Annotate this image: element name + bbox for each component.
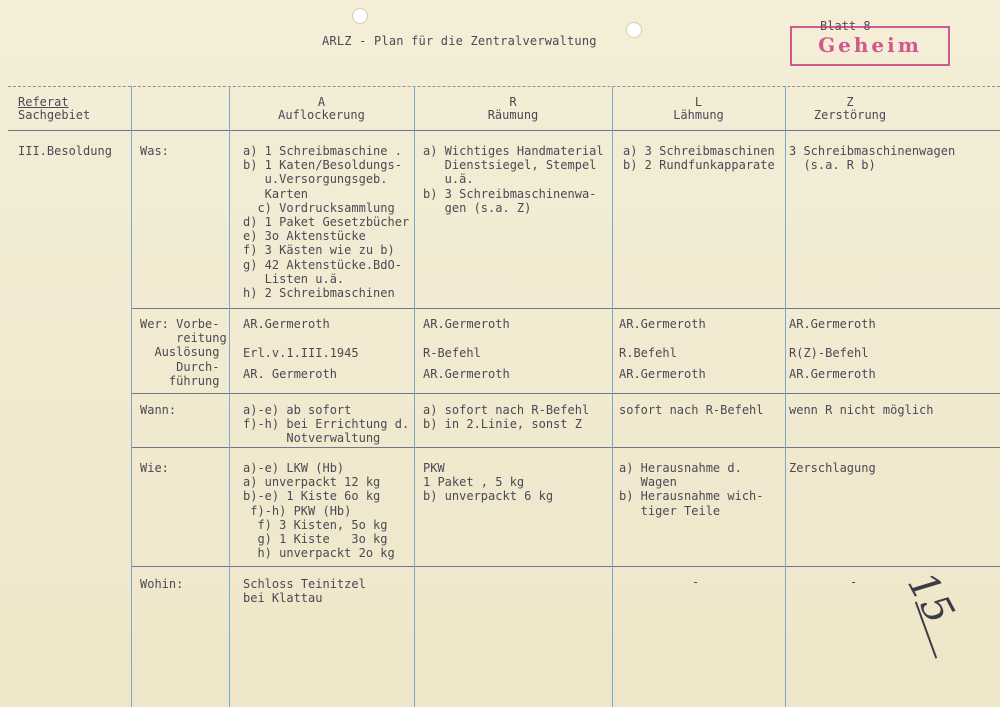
wie-auflockerung: a)-e) LKW (Hb) a) unverpackt 12 kg b)-e) 1 Kiste 6o kg f)-h) PKW (Hb) f) 3 Kisten, 5o kg g) 1 Kiste 3o kg h) unverpackt 2o kg [243, 461, 395, 561]
classification-stamp: Geheim [790, 26, 950, 66]
punch-hole-left [352, 8, 368, 24]
was-zerstoerung: 3 Schreibmaschinenwagen (s.a. R b) [789, 144, 956, 173]
wann-auflockerung: a)-e) ab sofort f)-h) bei Errichtung d. Notverwaltung [243, 403, 410, 446]
wer-l-ausloesung: R.Befehl [619, 346, 677, 360]
header-a-letter: A [317, 95, 326, 109]
wann-zerstoerung: wenn R nicht möglich [789, 403, 934, 417]
col-rule-1 [131, 86, 132, 707]
row-rule-wann [131, 393, 1000, 394]
col-rule-5 [785, 86, 786, 707]
header-bottom-rule [8, 130, 1000, 131]
wie-raeumung: PKW 1 Paket , 5 kg b) unverpackt 6 kg [423, 461, 554, 504]
sheet-number: Blatt 8 [820, 19, 871, 33]
referat-value: III.Besoldung [18, 144, 112, 158]
header-l-name: Lähmung [673, 108, 724, 122]
col-rule-3 [414, 86, 415, 707]
document-title: ARLZ - Plan für die Zentralverwaltung [322, 34, 597, 48]
row-label-wer: Wer: Vorbe- reitung Auslösung Durch- führung [140, 317, 227, 388]
row-label-was: Was: [140, 144, 169, 158]
row-rule-wohin [131, 566, 1000, 567]
wer-z-ausloesung: R(Z)-Befehl [789, 346, 869, 360]
wer-z-vorbereitung: AR.Germeroth [789, 317, 876, 331]
header-z-name: Zerstörung [813, 108, 887, 122]
wer-z-durchfuehrung: AR.Germeroth [789, 367, 876, 381]
header-l-letter: L [694, 95, 703, 109]
wer-r-vorbereitung: AR.Germeroth [423, 317, 510, 331]
row-label-wie: Wie: [140, 461, 169, 475]
wohin-auflockerung: Schloss Teinitzel bei Klattau [243, 577, 366, 606]
header-r-letter: R [509, 95, 517, 109]
wohin-laehmung: - [692, 575, 700, 589]
row-label-wann: Wann: [140, 403, 177, 417]
wann-laehmung: sofort nach R-Befehl [619, 403, 764, 417]
header-a-name: Auflockerung [278, 108, 365, 122]
wer-a-durchfuehrung: AR. Germeroth [243, 367, 337, 381]
col-rule-4 [612, 86, 613, 707]
row-label-wohin: Wohin: [140, 577, 184, 591]
header-z-letter: Z [846, 95, 854, 109]
row-rule-wer [131, 308, 1000, 309]
wie-zerstoerung: Zerschlagung [789, 461, 876, 475]
punch-hole-right [626, 22, 642, 38]
wer-l-durchfuehrung: AR.Germeroth [619, 367, 706, 381]
row-rule-wie [131, 447, 1000, 448]
wer-l-vorbereitung: AR.Germeroth [619, 317, 706, 331]
col-rule-2 [229, 86, 230, 707]
was-raeumung: a) Wichtiges Handmaterial Dienstsiegel, Stempel u.ä. b) 3 Schreibmaschinenwa- gen (s.a. Z) [423, 144, 604, 215]
header-top-rule [8, 86, 1000, 87]
wann-raeumung: a) sofort nach R-Befehl b) in 2.Linie, sonst Z [423, 403, 590, 432]
was-laehmung: a) 3 Schreibmaschinen b) 2 Rundfunkapparate [623, 144, 775, 173]
wer-a-ausloesung: Erl.v.1.III.1945 [243, 346, 359, 360]
wer-r-ausloesung: R-Befehl [423, 346, 481, 360]
wohin-zerstoerung: - [850, 575, 858, 589]
was-auflockerung: a) 1 Schreibmaschine . b) 1 Katen/Besoldungs- u.Versorgungsgeb. Karten c) Vordrucksammlung d) 1 Paket Gesetzbücher e) 3o Aktenstücke f) 3 Kästen wie zu b) g) 42 Aktenstücke.BdO- Listen u.ä. h) 2 Schreibmaschinen [243, 144, 410, 301]
wer-a-vorbereitung: AR.Germeroth [243, 317, 330, 331]
wie-laehmung: a) Herausnahme d. Wagen b) Herausnahme wich- tiger Teile [619, 461, 764, 518]
wer-r-durchfuehrung: AR.Germeroth [423, 367, 510, 381]
header-referat: Referat [18, 95, 69, 109]
handwritten-mark: 15 [898, 564, 963, 632]
header-sachgebiet: Sachgebiet [18, 108, 91, 122]
header-r-name: Räumung [487, 108, 539, 122]
